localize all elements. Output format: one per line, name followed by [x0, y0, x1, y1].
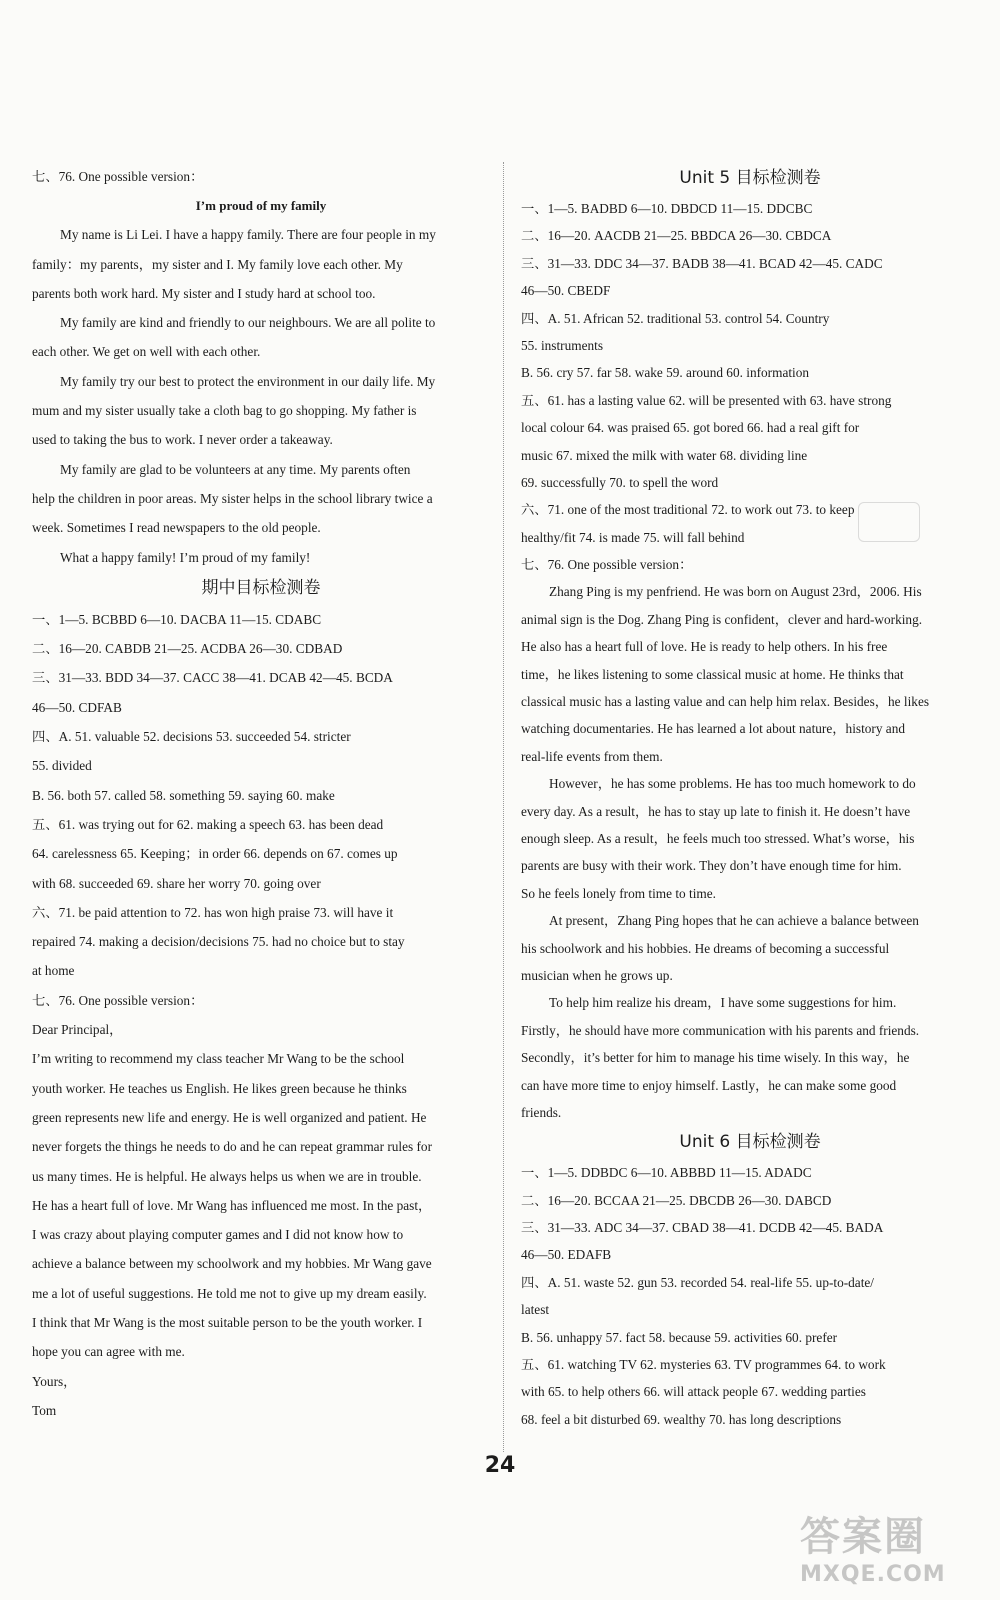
unit5-line: real-life events from them.	[521, 748, 663, 764]
unit5-line: 七、76. One possible version：	[521, 557, 693, 573]
unit5-line: 三、31—33. DDC 34—37. BADB 38—41. BCAD 42—45. CADC	[521, 255, 883, 271]
page-number: 24	[484, 1453, 516, 1478]
unit5-line: time，he likes listening to some classical music at home. He thinks that	[521, 666, 904, 682]
unit6-line: 二、16—20. BCCAA 21—25. DBCDB 26—30. DABCD	[521, 1192, 832, 1208]
left-column	[32, 162, 490, 1425]
unit5-line: However，he has some problems. He has too much homework to do	[549, 776, 916, 792]
right-column	[521, 162, 979, 1433]
midterm-line: repaired 74. making a decision/decisions 75. had no choice but to stay	[32, 934, 405, 950]
midterm-line: 46—50. CDFAB	[32, 699, 122, 715]
unit5-line: healthy/fit 74. is made 75. will fall behind	[521, 529, 745, 545]
midterm-line: youth worker. He teaches us English. He likes green because he thinks	[32, 1080, 407, 1096]
unit6-line: with 65. to help others 66. will attack people 67. wedding parties	[521, 1384, 866, 1400]
unit5-line: music 67. mixed the milk with water 68. dividing line	[521, 447, 808, 463]
midterm-line: Tom	[32, 1402, 57, 1418]
essay1-line: My name is Li Lei. I have a happy family. There are four people in my	[60, 227, 436, 243]
unit6-line: B. 56. unhappy 57. fact 58. because 59. activities 60. prefer	[521, 1329, 838, 1345]
midterm-line: achieve a balance between my schoolwork and my hobbies. Mr Wang gave	[32, 1256, 432, 1272]
unit5-line: enough sleep. As a result，he feels much too stressed. What’s worse，his	[521, 830, 915, 846]
essay1-title: I’m proud of my family	[195, 198, 327, 214]
essay1-line: mum and my sister usually take a cloth bag to go shopping. My father is	[32, 403, 417, 419]
unit5-line: parents are busy with their work. They don’t have enough time for him.	[521, 858, 902, 874]
unit6-line: 四、A. 51. waste 52. gun 53. recorded 54. real-life 55. up-to-date/	[521, 1274, 875, 1290]
unit6-line: 五、61. watching TV 62. mysteries 63. TV programmes 64. to work	[521, 1357, 886, 1373]
essay1-line: used to taking the bus to work. I never order a takeaway.	[32, 432, 333, 448]
essay1-line: family：my parents，my sister and I. My family love each other. My	[32, 256, 403, 272]
essay1-line: My family try our best to protect the environment in our daily life. My	[60, 373, 436, 389]
midterm-line: 二、16—20. CABDB 21—25. ACDBA 26—30. CDBAD	[32, 641, 343, 657]
midterm-line: He has a heart full of love. Mr Wang has influenced me most. In the past，	[32, 1197, 432, 1213]
unit5-line: friends.	[521, 1104, 562, 1120]
unit5-line: classical music has a lasting value and can help him relax. Besides，he likes	[521, 694, 930, 710]
unit5-line: Firstly，he should have more communication with his parents and friends.	[521, 1022, 920, 1038]
column-divider	[503, 162, 504, 1452]
unit5-line: musician when he grows up.	[521, 967, 673, 983]
unit5-line: local colour 64. was praised 65. got bored 66. had a real gift for	[521, 420, 860, 436]
unit5-line: animal sign is the Dog. Zhang Ping is confident，clever and hard-working.	[521, 611, 923, 627]
watermark-domain: MXQE.COM	[800, 1562, 946, 1587]
unit5-line: 五、61. has a lasting value 62. will be presented with 63. have strong	[521, 392, 892, 408]
unit5-line: B. 56. cry 57. far 58. wake 59. around 60. information	[521, 365, 810, 381]
unit5-line: watching documentaries. He has learned a lot about nature，history and	[521, 721, 906, 737]
midterm-line: Dear Principal，	[32, 1022, 123, 1038]
essay1-line: each other. We get on well with each other.	[32, 344, 261, 360]
essay1-line: What a happy family! I’m proud of my family!	[60, 549, 311, 565]
unit5-line: To help him realize his dream，I have some suggestions for him.	[549, 995, 897, 1011]
unit5-line: At present，Zhang Ping hopes that he can achieve a balance between	[549, 913, 919, 929]
unit5-line: every day. As a result，he has to stay up late to finish it. He doesn’t have	[521, 803, 911, 819]
essay1-line: week. Sometimes I read newspapers to the old people.	[32, 520, 321, 536]
midterm-line: I’m writing to recommend my class teacher Mr Wang to be the school	[32, 1051, 405, 1067]
midterm-line: I was crazy about playing computer games and I did not know how to	[32, 1227, 404, 1243]
midterm-line: green represents new life and energy. He is well organized and patient. He	[32, 1109, 427, 1125]
unit5-line: 69. successfully 70. to spell the word	[521, 474, 719, 490]
unit6-line: 三、31—33. ADC 34—37. CBAD 38—41. DCDB 42—45. BADA	[521, 1220, 884, 1236]
midterm-line: Yours，	[32, 1373, 77, 1389]
essay1-line: My family are glad to be volunteers at any time. My parents often	[60, 461, 411, 477]
midterm-line: 55. divided	[32, 758, 92, 774]
unit5-title: Unit 5 目标检测卷	[679, 168, 821, 188]
midterm-line: never forgets the things he needs to do and he can repeat grammar rules for	[32, 1139, 432, 1155]
essay1-label: 七、76. One possible version：	[32, 169, 204, 184]
unit5-line: 46—50. CBEDF	[521, 283, 611, 299]
essay1-line: My family are kind and friendly to our neighbours. We are all polite to	[60, 315, 436, 331]
unit5-line: 二、16—20. AACDB 21—25. BBDCA 26—30. CBDCA	[521, 228, 832, 244]
unit5-line: 一、1—5. BADBD 6—10. DBDCD 11—15. DDCBC	[521, 201, 813, 216]
unit5-line: Secondly，it’s better for him to manage his time wisely. In this way，he	[521, 1050, 910, 1066]
unit5-line: So he feels lonely from time to time.	[521, 885, 716, 901]
midterm-line: B. 56. both 57. called 58. something 59. saying 60. make	[32, 787, 335, 803]
midterm-line: 四、A. 51. valuable 52. decisions 53. succeeded 54. stricter	[32, 729, 351, 745]
midterm-line: me a lot of useful suggestions. He told me not to give up my dream easily.	[32, 1285, 427, 1301]
midterm-line: 一、1—5. BCBBD 6—10. DACBA 11—15. CDABC	[32, 611, 322, 627]
midterm-line: us many times. He is helpful. He always helps us when we are in trouble.	[32, 1168, 422, 1184]
unit6-line: 46—50. EDAFB	[521, 1247, 612, 1263]
midterm-line: 五、61. was trying out for 62. making a speech 63. has been dead	[32, 816, 384, 832]
midterm-line: hope you can agree with me.	[32, 1344, 185, 1360]
unit5-line: 六、71. one of the most traditional 72. to work out 73. to keep	[521, 502, 855, 518]
unit5-line: his schoolwork and his hobbies. He dreams of becoming a successful	[521, 940, 890, 956]
midterm-line: 七、76. One possible version：	[32, 992, 204, 1008]
unit5-line: 55. instruments	[521, 337, 603, 353]
unit6-line: 68. feel a bit disturbed 69. wealthy 70. has long descriptions	[521, 1411, 842, 1427]
midterm-line: at home	[32, 963, 75, 979]
faint-stamp	[858, 502, 920, 542]
midterm-line: 三、31—33. BDD 34—37. CACC 38—41. DCAB 42—45. BCDA	[32, 670, 393, 686]
unit5-line: 四、A. 51. African 52. traditional 53. control 54. Country	[521, 310, 830, 326]
essay1-line: parents both work hard. My sister and I study hard at school too.	[32, 285, 376, 301]
midterm-line: 64. carelessness 65. Keeping；in order 66. depends on 67. comes up	[32, 846, 398, 862]
watermark-text: 答案圈	[800, 1514, 926, 1560]
midterm-line: I think that Mr Wang is the most suitable person to be the youth worker. I	[32, 1314, 423, 1330]
midterm-title: 期中目标检测卷	[201, 577, 321, 598]
unit6-line: latest	[521, 1302, 550, 1318]
unit5-line: He also has a heart full of love. He is ready to help others. In his free	[521, 639, 888, 655]
midterm-line: with 68. succeeded 69. share her worry 70. going over	[32, 875, 321, 891]
unit5-line: can have more time to enjoy himself. Lastly，he can make some good	[521, 1077, 897, 1093]
unit5-line: Zhang Ping is my penfriend. He was born on August 23rd，2006. His	[549, 584, 922, 600]
unit6-title: Unit 6 目标检测卷	[679, 1132, 821, 1153]
watermark-logo	[800, 1505, 990, 1595]
unit6-line: 一、1—5. DDBDC 6—10. ABBBD 11—15. ADADC	[521, 1165, 812, 1181]
essay1-line: help the children in poor areas. My sister helps in the school library twice a	[32, 490, 433, 506]
midterm-line: 六、71. be paid attention to 72. has won high praise 73. will have it	[32, 904, 394, 920]
